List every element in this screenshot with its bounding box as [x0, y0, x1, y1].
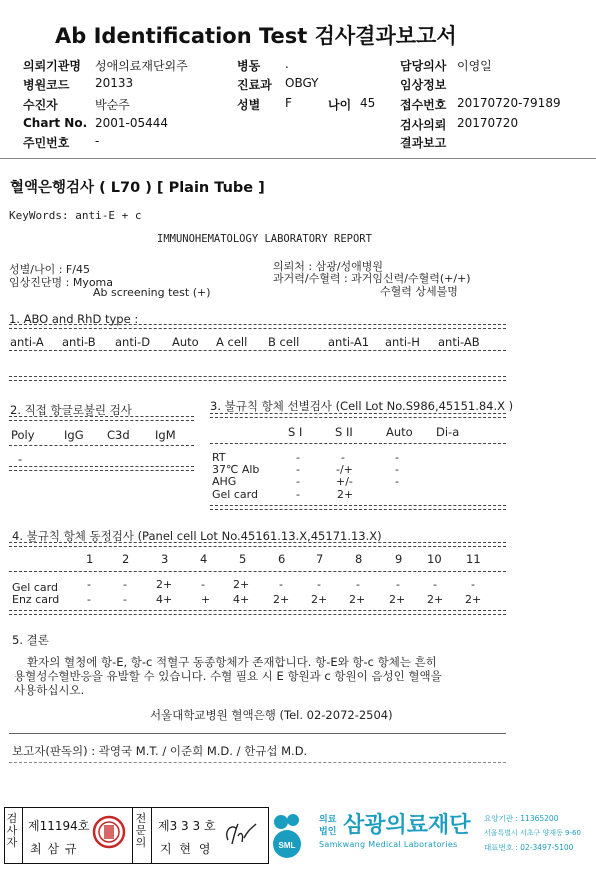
sig-divider-3	[151, 808, 152, 863]
panel-enz-9: 2+	[389, 593, 406, 606]
panel-gel-8: -	[356, 578, 360, 591]
abo-col-b-cell: B cell	[268, 335, 300, 349]
screen-37-auto: -	[395, 463, 399, 476]
panel-bottom-rule	[9, 610, 506, 615]
panel-enz-5: 4+	[233, 593, 250, 606]
value-chart-no: 2001-05444	[95, 116, 169, 130]
panel-enz-11: 2+	[465, 593, 482, 606]
patient-diagnosis: 임상진단명 : Myoma	[9, 276, 114, 289]
patient-diagnosis-2: Ab screening test (+)	[93, 286, 211, 299]
panel-col-2: 2	[122, 552, 130, 566]
panel-enz-1: -	[87, 593, 91, 606]
screen-37-s2: -/+	[336, 463, 353, 476]
value-ward: .	[285, 57, 289, 71]
screen-37-s1: -	[296, 463, 300, 476]
screen-col-di-a: Di-a	[436, 425, 460, 439]
reporter-line: 보고자(판독의) : 곽영국 M.T. / 이준희 M.D. / 한규섭 M.D.	[12, 744, 308, 758]
panel-col-3: 3	[161, 552, 169, 566]
lab-report-title: IMMUNOHEMATOLOGY LABORATORY REPORT	[157, 233, 372, 245]
conclusion-line-2: 용혈성수혈반응을 유발할 수 있습니다. 수혈 필요 시 E 항원과 c 항원이 음성인 혈액을	[14, 669, 442, 683]
dat-heading: 2. 직접 항글로불린 검사	[10, 403, 132, 417]
label-accession-no: 접수번호	[400, 98, 447, 112]
panel-gel-3: 2+	[156, 578, 173, 591]
label-patient: 수진자	[23, 98, 58, 112]
patient-requester: 의뢰처 : 삼광/성애병원	[273, 260, 384, 273]
abo-col-anti-b: anti-B	[62, 335, 96, 349]
label-requester: 의뢰기관명	[23, 59, 81, 73]
dat-col-c3d: C3d	[107, 428, 130, 442]
conclusion-hospital: 서울대학교병원 혈액은행 (Tel. 02-2072-2504)	[150, 708, 393, 722]
panel-col-8: 8	[355, 552, 363, 566]
panel-enz-10: 2+	[427, 593, 444, 606]
inspector-name: 최 삼 규	[30, 842, 78, 856]
abo-col-a-cell: A cell	[216, 335, 248, 349]
panel-enz-6: 2+	[273, 593, 290, 606]
dat-mid-rule	[9, 445, 194, 446]
screen-row-rt-label: RT	[212, 451, 226, 464]
label-department: 진료과	[237, 78, 272, 92]
conclusion-line-1: 환자의 혈청에 항-E, 항-c 적혈구 동종항체가 존재합니다. 항-E와 항-c 항체는 흔히	[27, 655, 437, 669]
screen-col-s1: S I	[288, 425, 303, 439]
label-hospital-code: 병원코드	[23, 78, 70, 92]
specialist-label: 전문의	[135, 812, 147, 849]
value-sex: F	[285, 96, 292, 110]
panel-mid-rule	[9, 571, 506, 572]
label-doctor: 담당의사	[400, 59, 447, 73]
abo-col-anti-a1: anti-A1	[328, 335, 370, 349]
screen-col-auto: Auto	[386, 425, 413, 439]
org-phone: 대표번호 : 02-3497-5100	[484, 843, 574, 852]
section-title: 혈액은행검사 ( L70 ) [ Plain Tube ]	[10, 180, 265, 196]
screen-rt-auto: -	[395, 451, 399, 464]
screen-bottom-rule	[210, 505, 506, 510]
dat-top-rule	[9, 416, 194, 421]
screen-row-37-label: 37℃ Alb	[212, 463, 260, 476]
dat-value-poly: -	[18, 452, 23, 466]
org-address: 서울특별시 서초구 양재동 9-60	[484, 829, 581, 837]
conclusion-heading: 5. 결론	[12, 633, 49, 647]
panel-gel-9: -	[396, 578, 400, 591]
panel-enz-3: 4+	[156, 593, 173, 606]
panel-col-10: 10	[427, 552, 442, 566]
label-chart-no: Chart No.	[23, 116, 88, 130]
reporter-bottom-rule	[9, 762, 506, 763]
panel-col-5: 5	[239, 552, 247, 566]
logo-text: SML	[278, 841, 296, 850]
org-english-name: Samkwang Medical Laboratories	[319, 840, 458, 849]
panel-gel-11: -	[471, 578, 475, 591]
panel-gel-5: 2+	[233, 578, 250, 591]
panel-col-6: 6	[278, 552, 286, 566]
panel-col-11: 11	[466, 552, 481, 566]
panel-enz-8: 2+	[349, 593, 366, 606]
org-prefix-2: 법인	[319, 827, 337, 837]
org-name: 삼광의료재단	[343, 813, 471, 838]
sig-divider-1	[22, 808, 23, 863]
inspector-label: 검사자	[6, 812, 18, 849]
panel-row-enz-label: Enz card	[12, 593, 60, 606]
value-age: 45	[360, 96, 376, 110]
panel-col-4: 4	[200, 552, 208, 566]
value-requester: 성애의료재단외주	[95, 59, 188, 73]
abo-bottom-rule	[9, 376, 506, 381]
samkwang-logo-icon	[271, 810, 303, 860]
abo-col-anti-ab: anti-AB	[438, 335, 480, 349]
label-sex: 성별	[237, 98, 261, 112]
label-result-report: 결과보고	[400, 136, 447, 150]
panel-col-7: 7	[316, 552, 324, 566]
inspector-license-no: 제11194호	[28, 819, 90, 833]
panel-gel-6: -	[279, 578, 283, 591]
label-ward: 병동	[237, 59, 261, 73]
panel-gel-4: -	[201, 578, 205, 591]
screen-col-s2: S II	[335, 425, 353, 439]
abo-col-anti-a: anti-A	[10, 335, 44, 349]
panel-enz-2: -	[123, 593, 127, 606]
abo-top-rule	[9, 324, 506, 329]
value-hospital-code: 20133	[95, 76, 134, 90]
abo-mid-rule	[9, 350, 506, 351]
value-doctor: 이영일	[457, 59, 492, 73]
specialist-signature	[222, 818, 262, 852]
screen-ahg-s2: +/-	[336, 475, 353, 488]
label-age: 나이	[328, 98, 352, 112]
screen-gel-s1: -	[296, 488, 300, 501]
dat-bottom-rule	[9, 466, 194, 471]
label-resident-no: 주민번호	[23, 136, 70, 150]
panel-gel-2: -	[123, 578, 127, 591]
label-clinical-info: 임상정보	[400, 78, 447, 92]
screen-rt-s2: -	[341, 451, 345, 464]
abo-col-anti-h: anti-H	[385, 335, 420, 349]
screen-ahg-auto: -	[395, 475, 399, 488]
patient-sex-age: 성별/나이 : F/45	[9, 263, 90, 276]
patient-history: 과거력/수혈력 : 과거임신력/수혈력(+/+)	[273, 272, 471, 285]
screen-row-gel-label: Gel card	[212, 488, 258, 501]
panel-top-rule	[9, 542, 506, 547]
abo-heading: 1. ABO and RhD type :	[9, 312, 139, 326]
org-prefix-1: 의료	[319, 815, 337, 825]
label-request-date: 검사의뢰	[400, 118, 447, 132]
screen-top-rule	[210, 413, 506, 418]
report-title: Ab Identification Test 검사결과보고서	[55, 24, 457, 48]
panel-heading: 4. 불규칙 항체 동정검사 (Panel cell Lot No.45161.13.X,45171.13.X)	[12, 529, 382, 543]
screen-heading: 3. 불규칙 항체 선별검사 (Cell Lot No.S986,45151.84.X )	[210, 399, 514, 413]
panel-row-gel-label: Gel card	[12, 581, 58, 594]
abo-col-auto: Auto	[172, 335, 199, 349]
keywords: KeyWords: anti-E + c	[9, 209, 142, 222]
screen-gel-s2: 2+	[337, 488, 354, 501]
dat-col-igg: IgG	[64, 428, 84, 442]
value-resident-no: -	[95, 134, 100, 148]
panel-gel-1: -	[87, 578, 91, 591]
patient-history-2: 수혈력 상세불명	[380, 285, 458, 298]
panel-col-9: 9	[395, 552, 403, 566]
dat-col-igm: IgM	[155, 428, 176, 442]
screen-mid-rule	[210, 443, 506, 444]
panel-gel-10: -	[433, 578, 437, 591]
dat-col-poly: Poly	[11, 428, 35, 442]
specialist-name: 지 현 영	[160, 842, 213, 856]
panel-col-1: 1	[86, 552, 94, 566]
value-accession-no: 20170720-79189	[457, 96, 561, 110]
org-code: 요양기관 : 11365200	[484, 814, 559, 823]
sig-divider-2	[132, 808, 133, 863]
header-divider	[0, 158, 596, 159]
reporter-top-rule	[9, 733, 506, 734]
specialist-license-no: 제3 3 3 호	[158, 819, 216, 833]
screen-rt-s1: -	[296, 451, 300, 464]
panel-enz-4: +	[201, 593, 211, 606]
abo-col-anti-d: anti-D	[115, 335, 151, 349]
screen-row-ahg-label: AHG	[212, 475, 237, 488]
value-department: OBGY	[285, 76, 319, 90]
value-patient: 박순주	[95, 98, 130, 112]
panel-enz-7: 2+	[311, 593, 328, 606]
conclusion-line-3: 사용하십시오.	[14, 683, 85, 697]
value-request-date: 20170720	[457, 116, 519, 130]
panel-gel-7: -	[317, 578, 321, 591]
screen-ahg-s1: -	[296, 475, 300, 488]
inspector-seal	[92, 815, 126, 849]
